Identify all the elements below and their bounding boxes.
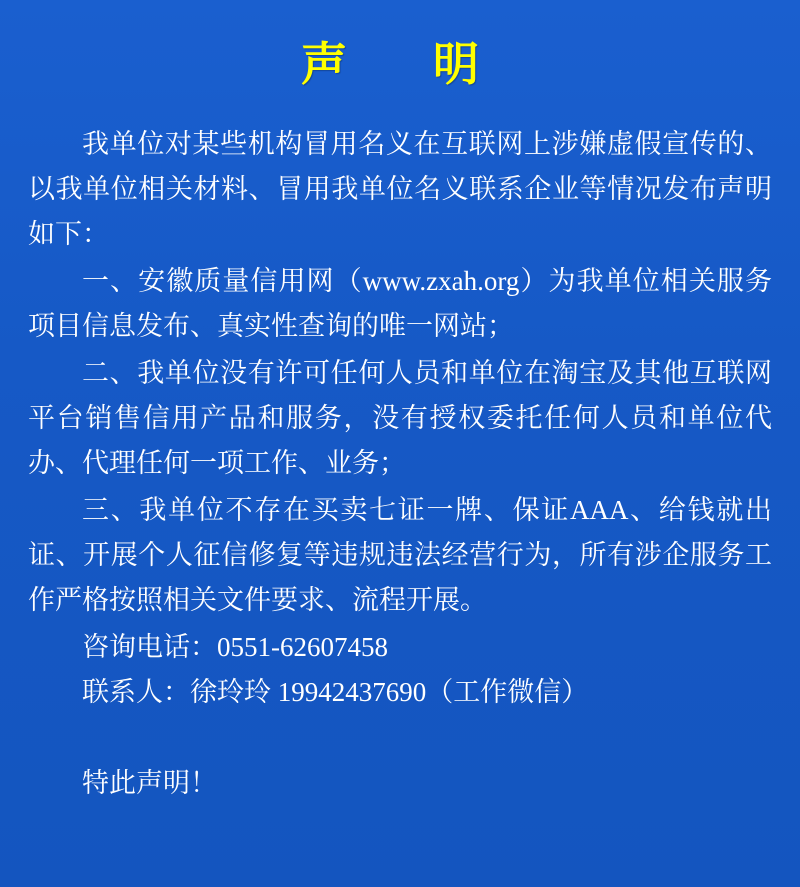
page-title: 声 明 (301, 39, 499, 90)
vertical-spacer (28, 715, 772, 761)
contact-person: 联系人：徐玲玲 19942437690（工作微信） (82, 677, 589, 707)
paragraph-intro: 我单位对某些机构冒用名义在互联网上涉嫌虚假宣传的、以我单位相关材料、冒用我单位名义联系企业等情况发布声明如下： (28, 129, 772, 249)
paragraph-item-1: 一、安徽质量信用网（www.zxah.org）为我单位相关服务项目信息发布、真实性查询的唯一网站； (28, 266, 772, 341)
paragraph-item-3: 三、我单位不存在买卖七证一牌、保证AAA、给钱就出证、开展个人征信修复等违规违法经营行为，所有涉企服务工作严格按照相关文件要求、流程开展。 (28, 495, 772, 615)
paragraph-item-2: 二、我单位没有许可任何人员和单位在淘宝及其他互联网平台销售信用产品和服务，没有授权委托任何人员和单位代办、代理任何一项工作、业务； (28, 358, 772, 478)
contact-phone: 咨询电话：0551-62607458 (82, 632, 388, 662)
closing-statement: 特此声明！ (82, 768, 217, 798)
statement-body (28, 122, 772, 806)
